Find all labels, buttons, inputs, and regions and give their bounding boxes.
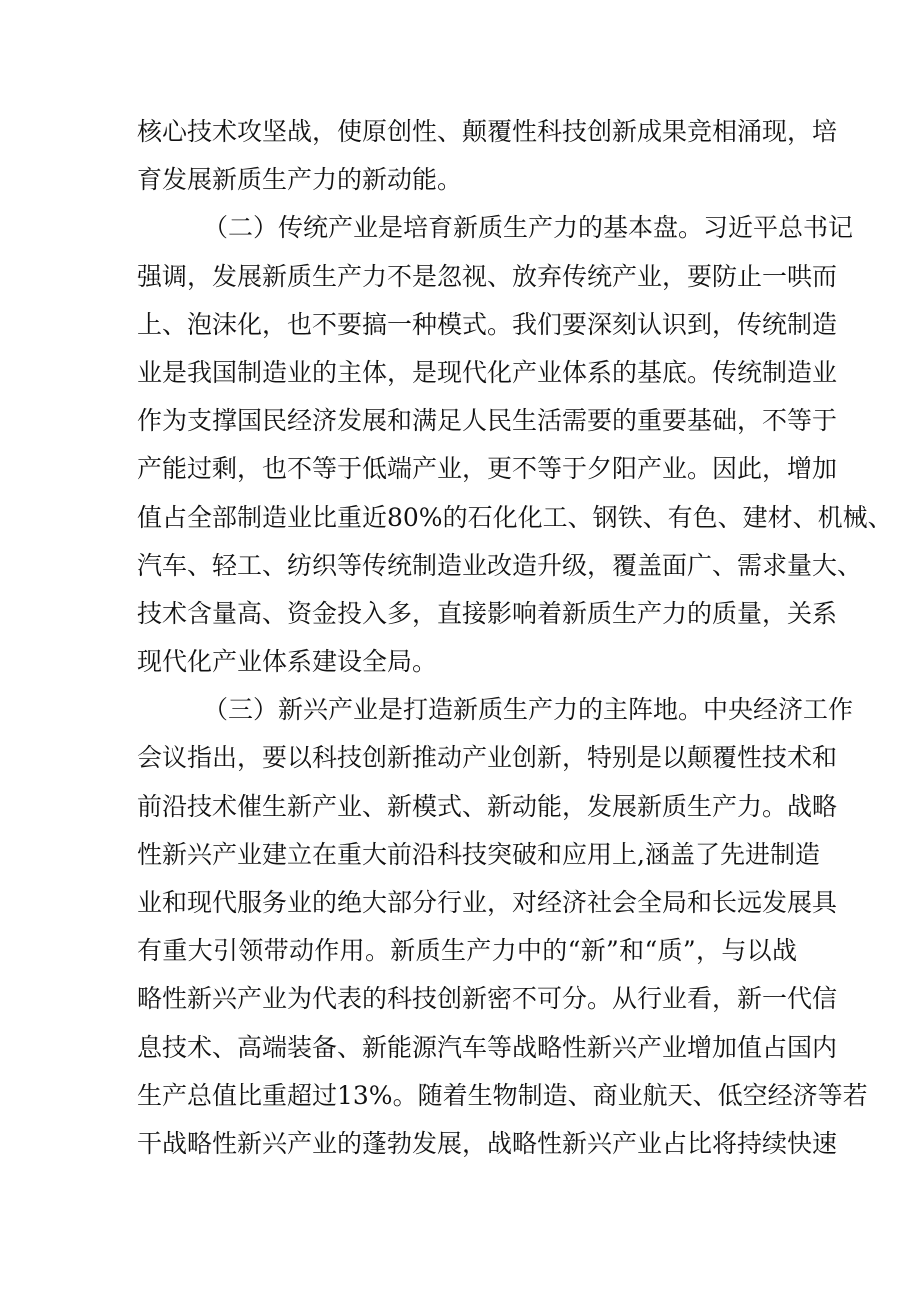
section-heading-line: （三）新兴产业是打造新质生产力的主阵地。中央经济工作	[203, 695, 854, 725]
text-line: 强调，发展新质生产力不是忽视、放弃传统产业，要防止一哄而	[137, 261, 838, 291]
text-line: 前沿技术催生新产业、新模式、新动能，发展新质生产力。战略	[137, 791, 838, 821]
text-line: 技术含量高、资金投入多，直接影响着新质生产力的质量，关系	[137, 598, 838, 628]
text-line: 值占全部制造业比重近80%的石化化工、钢铁、有色、建材、机械、	[137, 502, 893, 532]
text-line: 有重大引领带动作用。新质生产力中的“新”和“质”，与以战	[137, 936, 797, 966]
text-line: 略性新兴产业为代表的科技创新密不可分。从行业看，新一代信	[137, 984, 838, 1014]
text-line: 上、泡沫化，也不要搞一种模式。我们要深刻认识到，传统制造	[137, 309, 838, 339]
text-line: 会议指出，要以科技创新推动产业创新，特别是以颠覆性技术和	[137, 743, 838, 773]
text-line: 息技术、高端装备、新能源汽车等战略性新兴产业增加值占国内	[137, 1032, 838, 1062]
text-line: 作为支撑国民经济发展和满足人民生活需要的重要基础，不等于	[137, 406, 838, 436]
text-line: 业和现代服务业的绝大部分行业，对经济社会全局和长远发展具	[137, 888, 838, 917]
text-line: 干战略性新兴产业的蓬勃发展，战略性新兴产业占比将持续快速	[137, 1128, 838, 1158]
text-line: 核心技术攻坚战，使原创性、颠覆性科技创新成果竞相涌现，培	[137, 117, 838, 146]
text-line: 汽车、轻工、纺织等传统制造业改造升级，覆盖面广、需求量大、	[137, 550, 863, 580]
section-heading-line: （二）传统产业是培育新质生产力的基本盘。习近平总书记	[203, 213, 854, 243]
text-line: 育发展新质生产力的新动能。	[137, 165, 463, 195]
body-text	[137, 108, 893, 1168]
text-line: 性新兴产业建立在重大前沿科技突破和应用上,涵盖了先进制造	[137, 839, 820, 869]
text-line: 业是我国制造业的主体，是现代化产业体系的基底。传统制造业	[137, 357, 838, 387]
text-line: 产能过剩，也不等于低端产业，更不等于夕阳产业。因此，增加	[137, 454, 838, 484]
text-line: 生产总值比重超过13%。随着生物制造、商业航天、低空经济等若	[137, 1080, 868, 1110]
text-line: 现代化产业体系建设全局。	[137, 647, 438, 677]
